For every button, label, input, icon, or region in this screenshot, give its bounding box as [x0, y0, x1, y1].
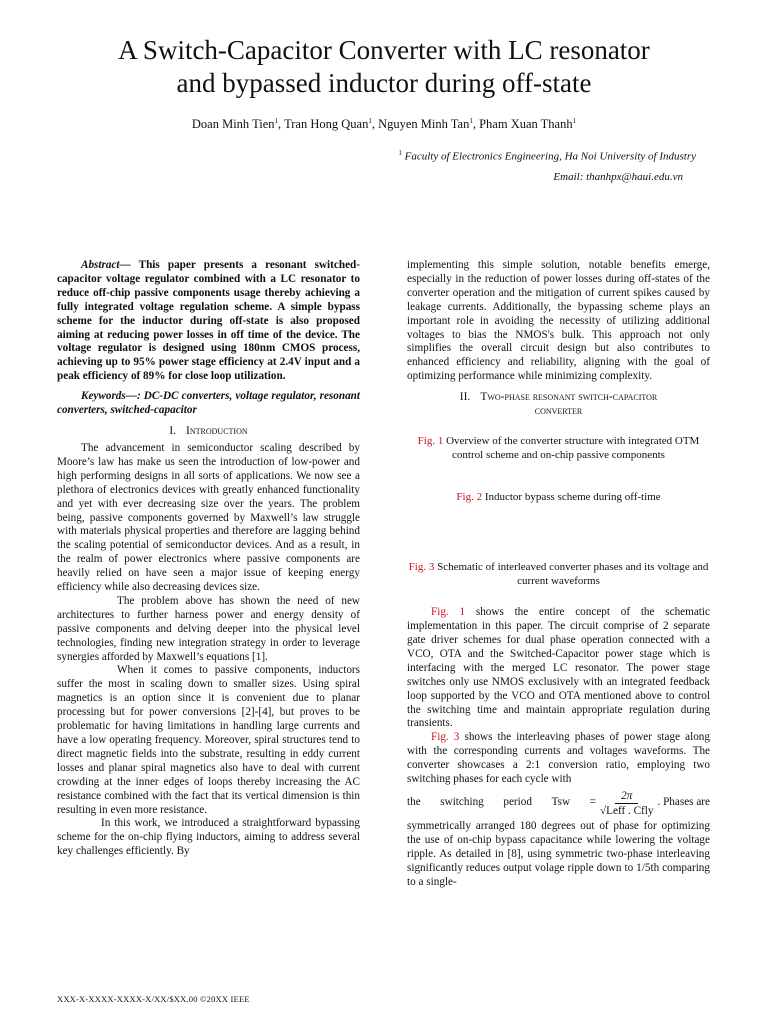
author-name: Tran Hong Quan: [284, 117, 369, 132]
title-line-1: A Switch-Capacitor Converter with LC resonator: [118, 35, 650, 65]
formula-word: switching: [440, 796, 484, 809]
author-name: Nguyen Minh Tan: [378, 117, 470, 132]
body-paragraph-2-text: shows the interleaving phases of power stage along with the corresponding currents and voltages waveforms. The converter showcases a 2:1 conversion ratio, employing two switching phases for each cycle with: [407, 731, 710, 786]
body-paragraph-1: [407, 606, 710, 731]
abstract-text: This paper presents a resonant switched-capacitor voltage regulator combined with a LC resonator to reduce off-chip passive components usage thereby achieving a fully integrated voltage regulation scheme. A simple bypass scheme for the inductor during off-state is also proposed aiming at reducing power losses in off time of the device. The voltage regulator is designed using 180nm CMOS process, achieving up to 95% power stage efficiency at 2.4V input and a peak efficiency of 89% for close loop utilization.: [57, 259, 360, 383]
figure-1-inline-ref[interactable]: Fig. 1: [431, 606, 466, 619]
intro-paragraph-3: When it comes to passive components, inductors suffer the most in scaling down to smaller sizes. Using spiral magnetics is an option since it is convenient due to planar processing but for power conversions [2]-[4], but proves to be problematic for having limitations in handling large currents and have a low operating frequency. Moreover, spiral structures tend to direct magnetic fields into the substrate, resulting in eddy current losses and planar spiral magnetics also have to deal with current crowding at the inner edges of loops thereby increasing the AC resistance combined with the fact that its vertical dimension is thin resulting in even more resistance.: [57, 664, 360, 816]
left-column: [57, 259, 360, 859]
copyright-footer: XXX-X-XXXX-XXXX-X/XX/$XX.00 ©20XX IEEE: [57, 994, 250, 1004]
formula-denominator: √Leff . Cfly: [600, 804, 654, 817]
author-name: Doan Minh Tien: [191, 117, 275, 132]
section-heading-introduction: [57, 424, 360, 438]
figure-3-caption: [407, 560, 710, 588]
section-heading-two-phase: [407, 390, 710, 418]
intro-paragraph-2: The problem above has shown the need of new architectures to further harness power and energy density of passive components and delving deeper into the physical level technologies, finding new integration strategy in order to leverage synergies afforded by Maxwell’s equations [1].: [57, 594, 360, 663]
title-line-2: and bypassed inductor during off-state: [176, 68, 592, 98]
formula-word: the: [407, 796, 421, 809]
author-sup: 1: [469, 117, 473, 125]
figure-1-caption-text: Overview of the converter structure with integrated OTM control scheme and on-chip passive components: [443, 435, 700, 462]
right-column: [407, 259, 710, 889]
formula-variable: Tsw: [551, 796, 571, 809]
formula-fraction: [600, 789, 653, 818]
body-paragraph-2: [407, 731, 710, 787]
author-sup: 1: [274, 117, 279, 125]
intro-paragraph-4: In this work, we introduced a straightforward bypassing scheme for the on-chip flying inductors, aiming to address several key challenges efficiently. By: [57, 817, 360, 858]
formula-word: period: [503, 796, 532, 809]
affiliation-sup: 1: [398, 149, 402, 157]
body-paragraph-1-text: shows the entire concept of the schematic implementation in this paper. The circuit comprise of 2 separate gate driver schemes for dual phase operation connected with a VCO, OTA and the Switched-Capacitor power stage which is interfacing with the merged LC resonator. The power stage switches only use NMOS exclusively with an integrated feedback loop supported by the VCO and OTA mentioned above to control the switching time and maintain appropriate regulation during transients.: [407, 606, 710, 730]
affiliation-text: Faculty of Electronics Engineering, Ha Noi University of Industry: [404, 150, 696, 163]
abstract: [57, 259, 360, 384]
section-number: II.: [459, 391, 471, 404]
affiliation: [398, 149, 696, 163]
formula-numerator: 2π: [615, 789, 638, 804]
author-sup: 1: [572, 117, 577, 125]
figure-1-ref[interactable]: Fig. 1: [417, 435, 444, 448]
figure-2-ref[interactable]: Fig. 2: [456, 491, 483, 504]
keywords: Keywords—: DC-DC converters, voltage regulator, resonant converters, switched-capacitor: [57, 390, 360, 417]
section-title: Two-phase resonant switch-capacitor: [480, 391, 658, 404]
section-title: Introduction: [186, 424, 248, 437]
right-paragraph-1: implementing this simple solution, notable benefits emerge, especially in the reduction of power losses during off-states of the converter operation and the mitigation of current spikes caused by leakage currents. Additionally, the bypassing scheme plays an important role in avoiding the necessity of utilizing additional voltages to bias the NMOS's bulk. This approach not only simplifies the overall circuit design but also contributes to enhanced efficiency and reliability, aligning with the goal of optimizing performance while minimizing complexity.: [407, 259, 710, 383]
abstract-label: Abstract—: [81, 259, 131, 271]
formula-equals: =: [589, 796, 596, 809]
section-number: I.: [169, 424, 177, 437]
figure-2-caption-text: Inductor bypass scheme during off-time: [482, 491, 661, 504]
author-sup: 1: [368, 117, 372, 125]
author-email: Email: thanhpx@haui.edu.vn: [553, 171, 683, 183]
author-name: Pham Xuan Thanh: [479, 117, 573, 132]
author-list: Doan Minh Tien$^1$, Tran Hong Quan$^1$, Nguyen Minh Tan$^1$, Pham Xuan Thanh$^1$: [191, 117, 577, 132]
formula-prefix: [407, 796, 596, 810]
formula-suffix: . Phases are: [657, 796, 710, 809]
section-title-continued: converter: [534, 405, 583, 418]
figure-2-caption: [407, 490, 710, 504]
figure-3-ref[interactable]: Fig. 3: [408, 561, 435, 574]
figure-3-inline-ref[interactable]: Fig. 3: [431, 731, 460, 744]
figure-1-caption: [407, 434, 710, 462]
paper-title: [40, 34, 728, 100]
figure-3-caption-text: Schematic of interleaved converter phases and its voltage and current waveforms: [434, 561, 709, 588]
switching-period-formula: [407, 789, 710, 818]
body-paragraph-3: symmetrically arranged 180 degrees out of phase for optimizing the use of on-chip bypass capacitance while lowering the voltage ripple. As detailed in [8], using symmetric two-phase interleaving significantly reduces output volage ripple down to 1/5th comparing to a single-: [407, 819, 710, 888]
intro-paragraph-1: The advancement in semiconductor scaling described by Moore’s law has make us seen the introduction of low-power and high performing designs in all sorts of applications. We now see a plethora of electronics devices with greatly enhanced functionality and yet with ever decreasing size over the years. The problem being, passive components governed by Maxwell’s law struggle with materials physical properties and therefore are lagging behind the scaling potential of semiconductor devices. And as a result, in the realm of power electronics where passive components are heavily relied on have seen a major issue of keeping energy efficiency while also decreasing devices size.: [57, 441, 360, 594]
